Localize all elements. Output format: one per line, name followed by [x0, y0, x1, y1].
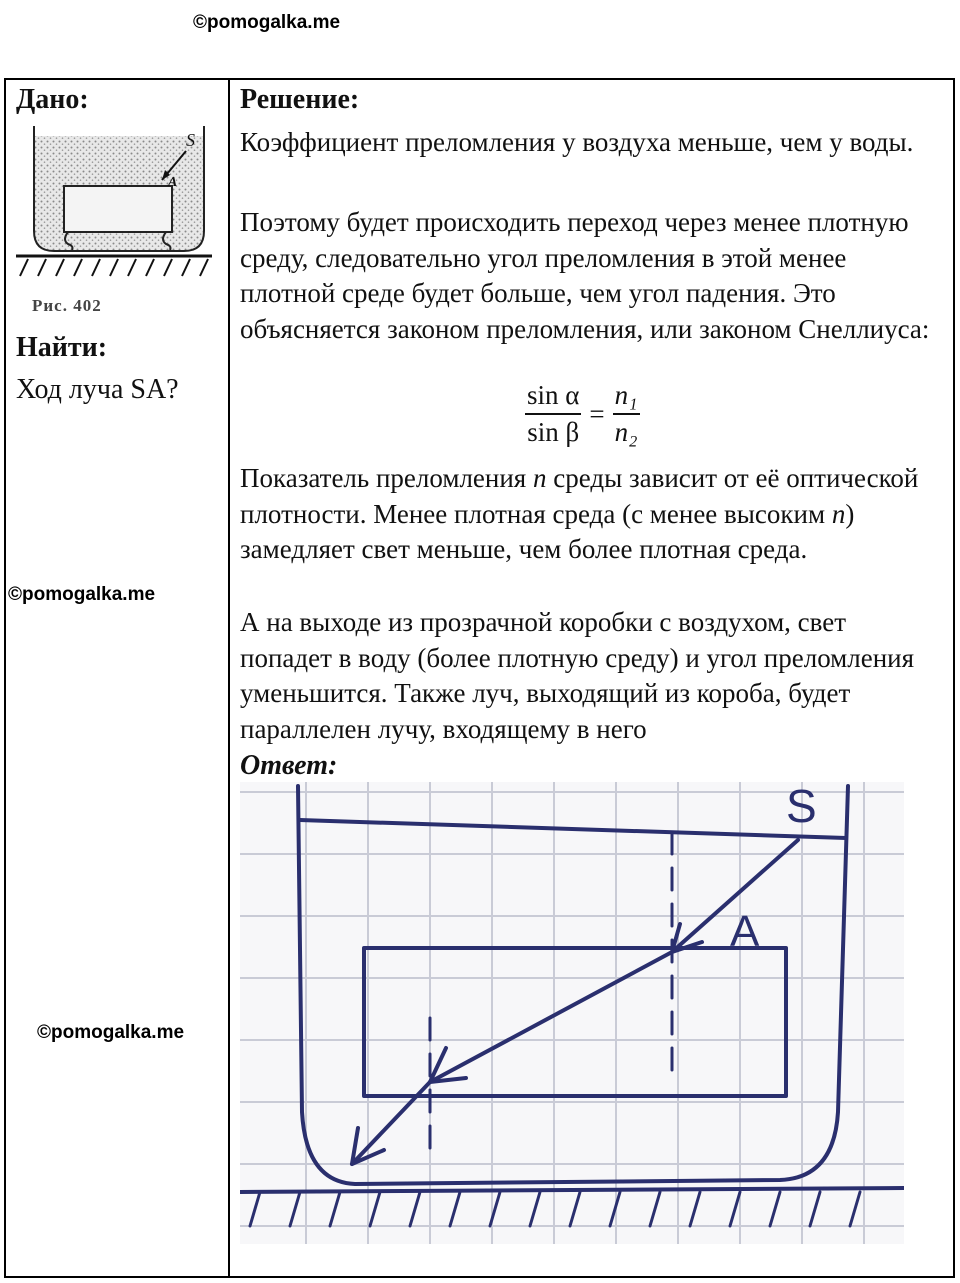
- p3-symbol-n-2: n: [831, 498, 846, 529]
- paragraph-4: А на выходе из прозрачной коробки с воздухом, свет попадет в воду (более плотную среду) и угол преломления уменьшится. Также луч, выходящий из короба, будет параллелен лучу, входящему в него: [240, 607, 915, 744]
- watermark-top: ©pomogalka.me: [193, 12, 341, 33]
- formula-n2: n₂: [614, 417, 638, 447]
- air-box: [64, 186, 172, 232]
- fraction-sin: [525, 380, 581, 448]
- paragraph-1: Коэффициент преломления у воздуха меньше, чем у воды.: [240, 127, 914, 157]
- given-column: [6, 80, 228, 1276]
- p3-symbol-n: n: [532, 463, 547, 493]
- formula-equals: =: [589, 398, 605, 429]
- sketch-label-s: S: [786, 782, 817, 832]
- answer-sketch: [240, 782, 904, 1244]
- figure-402: [16, 116, 216, 286]
- p3-part-b: среды зависит от её оптической плотности. Менее плотная среда (с менее высоким: [240, 463, 919, 529]
- watermark-middle: ©pomogalka.me: [8, 584, 156, 605]
- figure-caption: Рис. 402: [32, 296, 102, 315]
- figure-label-a: A: [168, 175, 178, 190]
- solution-table: [4, 78, 955, 1278]
- find-label: Найти:: [16, 332, 108, 363]
- find-text: Ход луча SA?: [16, 374, 179, 405]
- fraction-n: [613, 380, 640, 448]
- answer-label: Ответ:: [240, 750, 338, 781]
- ground-hatch: [20, 259, 208, 276]
- formula-sin-alpha: sin α: [525, 380, 581, 415]
- formula-n1: n₁: [613, 380, 640, 415]
- p3-part-c: ) замедляет свет меньше, чем более плотная среда.: [240, 498, 855, 564]
- formula-sin-beta: sin β: [527, 417, 580, 447]
- solution-column: [230, 80, 953, 1276]
- paragraph-3: [240, 461, 943, 568]
- solution-label: Решение:: [240, 84, 360, 115]
- p3-part-a: Показатель преломления: [240, 463, 533, 493]
- sketch-label-a: A: [730, 907, 760, 956]
- given-label: Дано:: [16, 84, 89, 115]
- watermark-bottom: ©pomogalka.me: [37, 1022, 185, 1043]
- paragraph-2: Поэтому будет происходить переход через менее плотную среду, следовательно угол преломления в этой менее плотной среде будет больше, чем угол падения. Это объясняется законом преломления, или законом Снеллиуса:: [240, 207, 930, 344]
- snell-formula: [525, 380, 640, 448]
- figure-label-s: S: [186, 130, 195, 150]
